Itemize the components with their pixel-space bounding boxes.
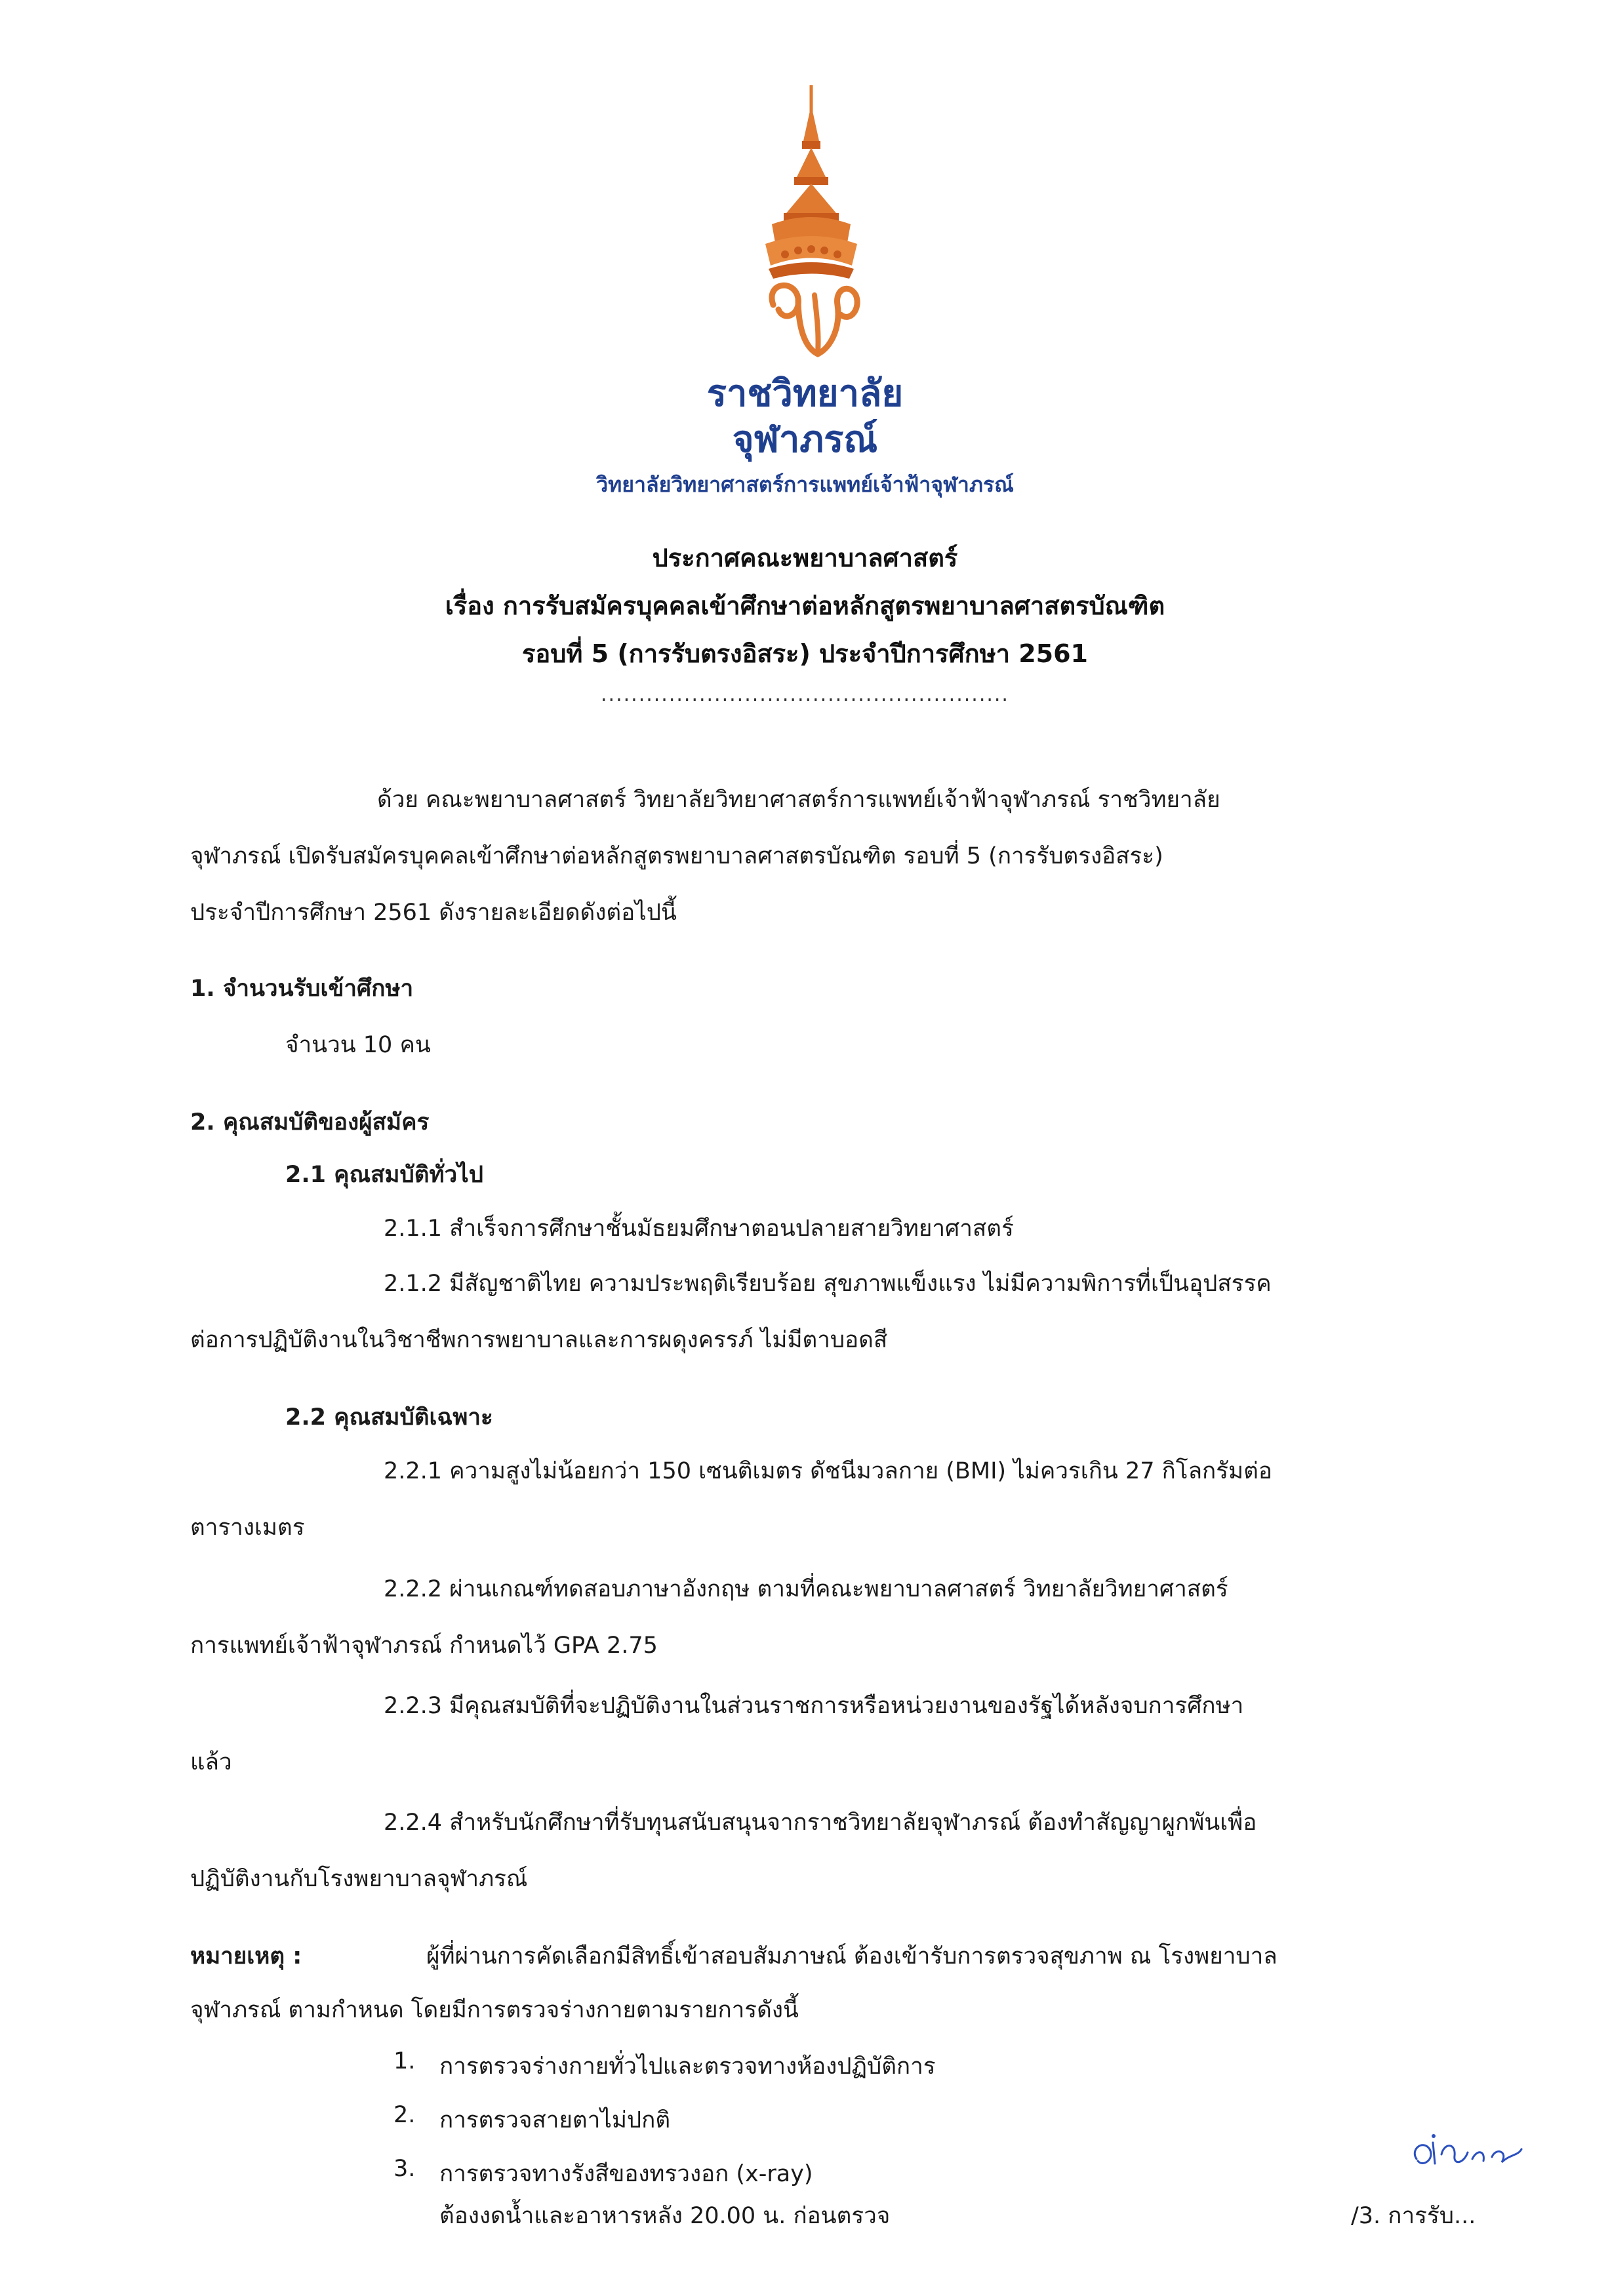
note-item-3-sub: ต้องงดน้ำและอาหารหลัง 20.00 น. ก่อนตรวจ [439,2203,891,2229]
item-2-2-4-line-2: ปฏิบัติงานกับโรงพยาบาลจุฬาภรณ์ [190,1866,528,1892]
section-2-2-heading: 2.2 คุณสมบัติเฉพาะ [285,1404,493,1431]
announcement-round: รอบที่ 5 (การรับตรงอิสระ) ประจำปีการศึกษา 2561 [522,639,1088,668]
logo-title-line2: จุฬาภรณ์ [732,418,878,461]
intro-line-2: จุฬาภรณ์ เปิดรับสมัครบุคคลเข้าศึกษาต่อหลักสูตรพยาบาลศาสตรบัณฑิต รอบที่ 5 (การรับตรงอิสระ) [190,843,1163,869]
note-item-2: การตรวจสายตาไม่ปกติ [439,2107,671,2133]
college-logo [733,79,890,367]
section-1-heading: 1. จำนวนรับเข้าศึกษา [190,976,414,1002]
note-line-2: จุฬาภรณ์ ตามกำหนด โดยมีการตรวจร่างกายตามรายการดังนี้ [190,1997,799,2023]
item-2-2-1-line-1: 2.2.1 ความสูงไม่น้อยกว่า 150 เซนติเมตร ดัชนีมวลกาย (BMI) ไม่ควรเกิน 27 กิโลกรัมต่อ [384,1458,1272,1484]
section-2-1-heading: 2.1 คุณสมบัติทั่วไป [285,1162,483,1188]
item-2-2-3-line-1: 2.2.3 มีคุณสมบัติที่จะปฏิบัติงานในส่วนราชการหรือหน่วยงานของรัฐได้หลังจบการศึกษา [384,1693,1244,1719]
separator-dots: ...................................................... [601,683,1009,706]
note-item-1: การตรวจร่างกายทั่วไปและตรวจทางห้องปฏิบัติการ [439,2053,936,2080]
announcement-title: ประกาศคณะพยาบาลศาสตร์ [652,544,958,572]
note-item-1-num: 1. [393,2048,416,2074]
continue-marker: /3. การรับ... [1351,2203,1476,2229]
note-item-3: การตรวจทางรังสีของทรวงอก (x-ray) [439,2161,813,2187]
logo-title-line1: ราชวิทยาลัย [706,372,904,415]
note-item-3-num: 3. [393,2156,416,2182]
item-2-1-1: 2.1.1 สำเร็จการศึกษาชั้นมัธยมศึกษาตอนปลายสายวิทยาศาสตร์ [384,1216,1014,1242]
announcement-subject: เรื่อง การรับสมัครบุคคลเข้าศึกษาต่อหลักสูตรพยาบาลศาสตรบัณฑิต [445,591,1165,620]
signature-icon [1403,2123,1535,2182]
item-2-2-2-line-2: การแพทย์เจ้าฟ้าจุฬาภรณ์ กำหนดไว้ GPA 2.75 [190,1633,658,1659]
crown-emblem-icon [733,79,890,367]
item-2-1-2-line-1: 2.1.2 มีสัญชาติไทย ความประพฤติเรียบร้อย สุขภาพแข็งแรง ไม่มีความพิการที่เป็นอุปสรรค [384,1271,1272,1297]
section-1-text: จำนวน 10 คน [285,1032,431,1058]
item-2-2-2-line-1: 2.2.2 ผ่านเกณฑ์ทดสอบภาษาอังกฤษ ตามที่คณะพยาบาลศาสตร์ วิทยาลัยวิทยาศาสตร์ [384,1576,1228,1602]
note-line-1: ผู้ที่ผ่านการคัดเลือกมีสิทธิ์เข้าสอบสัมภาษณ์ ต้องเข้ารับการตรวจสุขภาพ ณ โรงพยาบาล [426,1943,1278,1969]
item-2-1-2-line-2: ต่อการปฏิบัติงานในวิชาชีพการพยาบาลและการผดุงครรภ์ ไม่มีตาบอดสี [190,1327,888,1353]
section-2-heading: 2. คุณสมบัติของผู้สมัคร [190,1109,430,1136]
item-2-2-3-line-2: แล้ว [190,1749,232,1775]
logo-subtitle: วิทยาลัยวิทยาศาสตร์การแพทย์เจ้าฟ้าจุฬาภรณ์ [596,472,1014,497]
intro-line-1: ด้วย คณะพยาบาลศาสตร์ วิทยาลัยวิทยาศาสตร์การแพทย์เจ้าฟ้าจุฬาภรณ์ ราชวิทยาลัย [377,787,1220,813]
item-2-2-4-line-1: 2.2.4 สำหรับนักศึกษาที่รับทุนสนับสนุนจากราชวิทยาลัยจุฬาภรณ์ ต้องทำสัญญาผูกพันเพื่อ [384,1810,1257,1836]
handwritten-signature [1403,2123,1535,2185]
note-item-2-num: 2. [393,2102,416,2128]
intro-line-3: ประจำปีการศึกษา 2561 ดังรายละเอียดดังต่อไปนี้ [190,900,677,926]
note-label: หมายเหตุ : [190,1943,302,1969]
item-2-2-1-line-2: ตารางเมตร [190,1514,305,1541]
